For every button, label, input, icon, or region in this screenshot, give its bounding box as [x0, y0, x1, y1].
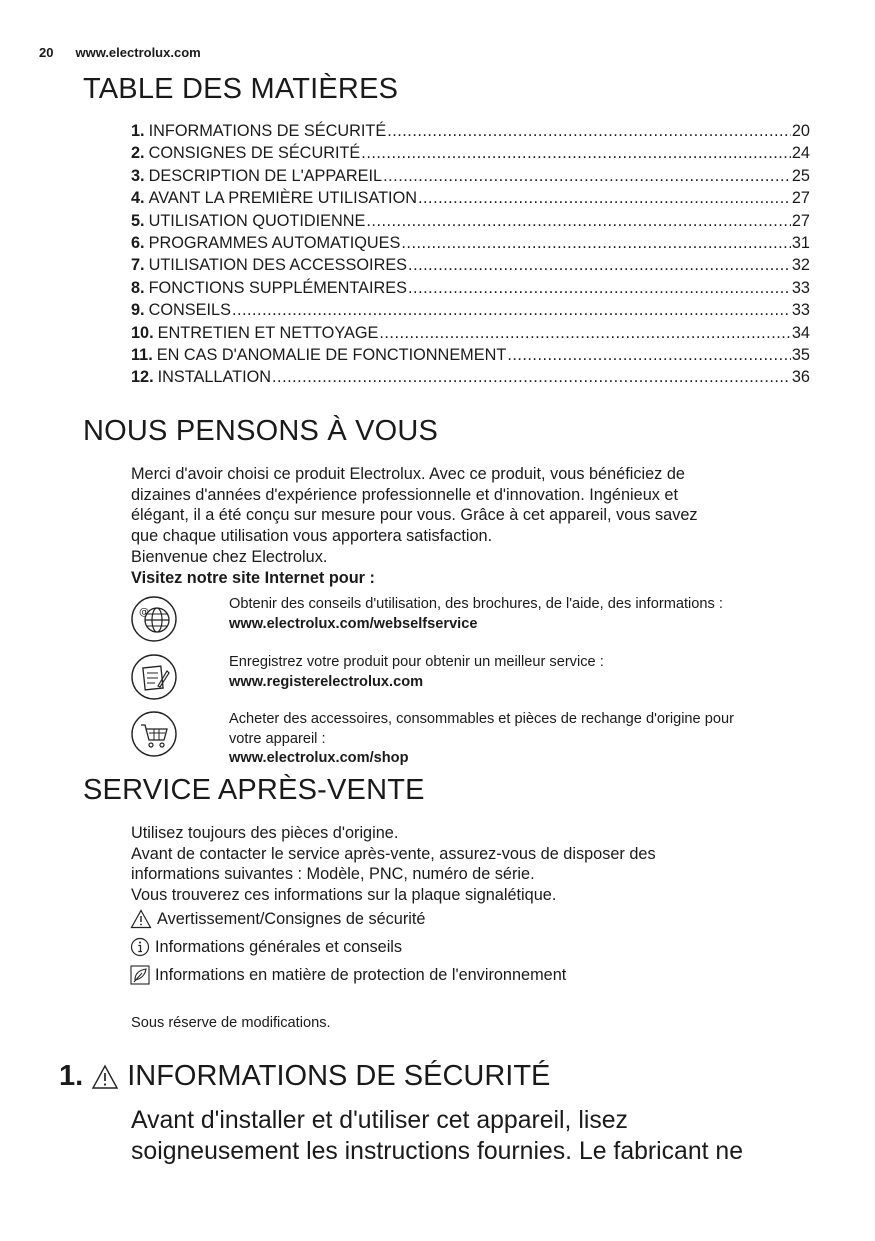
service-line: Avant de contacter le service après-vente, assurez-vous de disposer des [131, 844, 656, 863]
legend-info [130, 937, 402, 957]
page-number: 20 [39, 45, 54, 60]
toc-number: 5. [131, 211, 145, 230]
toc-label: INFORMATIONS DE SÉCURITÉ [148, 122, 387, 140]
toc-entry[interactable] [131, 368, 810, 390]
legend-text: Avertissement/Consignes de sécurité [157, 909, 426, 928]
toc-entry[interactable] [131, 279, 810, 301]
service-title: SERVICE APRÈS-VENTE [83, 774, 425, 806]
info-icon [130, 937, 150, 957]
warning-icon [91, 1064, 119, 1090]
toc-page: 24 [791, 144, 810, 163]
toc-number: 9. [131, 301, 145, 320]
toc-leader [232, 301, 791, 320]
toc-entry[interactable] [131, 189, 810, 211]
register-icon [130, 653, 178, 701]
service-line: Vous trouverez ces informations sur la plaque signalétique. [131, 886, 557, 905]
toc-page: 34 [791, 323, 810, 342]
toc-leader [383, 167, 791, 186]
toc-label: UTILISATION DES ACCESSOIRES [148, 256, 408, 275]
toc-page: 33 [791, 301, 810, 320]
toc-page: 25 [791, 166, 810, 185]
item-description: Enregistrez votre produit pour obtenir un meilleur service : [229, 654, 604, 670]
toc-entry[interactable] [131, 212, 810, 234]
intro-line: Avant d'installer et d'utiliser cet appareil, lisez [131, 1107, 628, 1134]
legend-warning [130, 909, 425, 929]
toc-number: 6. [131, 233, 145, 252]
toc-label: CONSIGNES DE SÉCURITÉ [148, 144, 361, 163]
item-description: Acheter des accessoires, consommables et pièces de rechange d'origine pour [229, 711, 734, 727]
item-description-cont: votre appareil : [229, 730, 326, 747]
toc-leader [272, 368, 791, 387]
thinking-intro [131, 464, 831, 588]
toc-entry[interactable] [131, 122, 810, 144]
toc-number: 10. [131, 323, 154, 342]
toc-page: 36 [791, 368, 810, 387]
modification-note: Sous réserve de modifications. [131, 1015, 331, 1031]
toc-label: CONSEILS [148, 301, 231, 320]
toc-label: AVANT LA PREMIÈRE UTILISATION [148, 189, 417, 208]
toc-page: 33 [791, 278, 810, 297]
toc-entry[interactable] [131, 301, 810, 323]
toc-page: 27 [791, 211, 810, 230]
legend-text: Informations en matière de protection de l'environnement [155, 965, 567, 984]
toc-entry[interactable] [131, 346, 810, 368]
item-description: Obtenir des conseils d'utilisation, des brochures, de l'aide, des informations : [229, 596, 723, 612]
legend-environment [130, 965, 566, 985]
thinking-line: dizaines d'années d'expérience professionnelle et d'innovation. Ingénieux et [131, 485, 678, 504]
globe-icon [130, 595, 178, 643]
toc-number: 2. [131, 144, 145, 163]
toc-leader [379, 324, 791, 343]
page-header [39, 45, 201, 60]
toc-label: EN CAS D'ANOMALIE DE FONCTIONNEMENT [156, 345, 507, 364]
toc-number: 12. [131, 368, 154, 387]
toc-page: 27 [791, 189, 810, 208]
thinking-title: NOUS PENSONS À VOUS [83, 415, 439, 447]
item-text [229, 710, 819, 769]
toc-label: FONCTIONS SUPPLÉMENTAIRES [148, 278, 408, 297]
thinking-line: Merci d'avoir choisi ce produit Electrolux. Avec ce produit, vous bénéficiez de [131, 465, 685, 483]
toc-number: 8. [131, 278, 145, 297]
toc-number: 1. [131, 122, 145, 140]
intro-line: soigneusement les instructions fournies. Le fabricant ne [131, 1138, 744, 1165]
service-line: Utilisez toujours des pièces d'origine. [131, 824, 399, 842]
item-link[interactable]: www.registerelectrolux.com [229, 673, 424, 690]
visit-heading: Visitez notre site Internet pour : [131, 568, 375, 587]
toc-number: 7. [131, 256, 145, 275]
thinking-line: élégant, il a été conçu sur mesure pour vous. Grâce à cet appareil, vous savez [131, 506, 698, 525]
toc-leader [408, 279, 791, 298]
toc-label: PROGRAMMES AUTOMATIQUES [148, 233, 401, 252]
section-title: INFORMATIONS DE SÉCURITÉ [127, 1060, 551, 1092]
toc-page: 20 [791, 122, 810, 140]
toc-number: 3. [131, 166, 145, 185]
toc-leader [387, 122, 791, 141]
section-1-intro [131, 1105, 851, 1167]
item-link[interactable]: www.electrolux.com/webselfservice [229, 615, 478, 632]
toc-title: TABLE DES MATIÈRES [83, 73, 399, 105]
toc-leader [418, 189, 791, 208]
item-link[interactable]: www.electrolux.com/shop [229, 750, 409, 766]
toc-leader [507, 346, 791, 365]
toc-leader [366, 212, 790, 231]
service-line: informations suivantes : Modèle, PNC, numéro de série. [131, 865, 535, 884]
toc-entry[interactable] [131, 167, 810, 189]
leaf-icon [130, 965, 150, 985]
toc-page: 31 [791, 233, 810, 252]
item-text [229, 595, 819, 634]
toc-leader [401, 234, 790, 253]
toc-leader [361, 144, 791, 163]
site-url[interactable]: www.electrolux.com [75, 45, 201, 60]
toc-page: 32 [791, 256, 810, 275]
toc-entry[interactable] [131, 324, 810, 346]
toc-entry[interactable] [131, 234, 810, 256]
toc-label: ENTRETIEN ET NETTOYAGE [157, 323, 379, 342]
toc-label: INSTALLATION [157, 368, 272, 387]
toc-leader [408, 256, 791, 275]
legend-text: Informations générales et conseils [155, 937, 403, 956]
svg-text:@: @ [139, 607, 149, 618]
toc-entry[interactable] [131, 144, 810, 166]
toc-number: 11. [131, 345, 153, 364]
table-of-contents [131, 122, 810, 391]
section-1-heading [59, 1060, 550, 1093]
warning-icon [130, 909, 152, 929]
item-text [229, 653, 819, 692]
thinking-line: Bienvenue chez Electrolux. [131, 547, 328, 566]
section-number: 1. [59, 1060, 84, 1092]
toc-label: UTILISATION QUOTIDIENNE [148, 211, 366, 230]
cart-icon [130, 710, 178, 758]
toc-label: DESCRIPTION DE L'APPAREIL [148, 166, 383, 185]
toc-number: 4. [131, 189, 145, 208]
toc-entry[interactable] [131, 256, 810, 278]
thinking-line: que chaque utilisation vous apportera satisfaction. [131, 527, 493, 546]
toc-page: 35 [791, 345, 810, 364]
service-intro [131, 823, 831, 906]
